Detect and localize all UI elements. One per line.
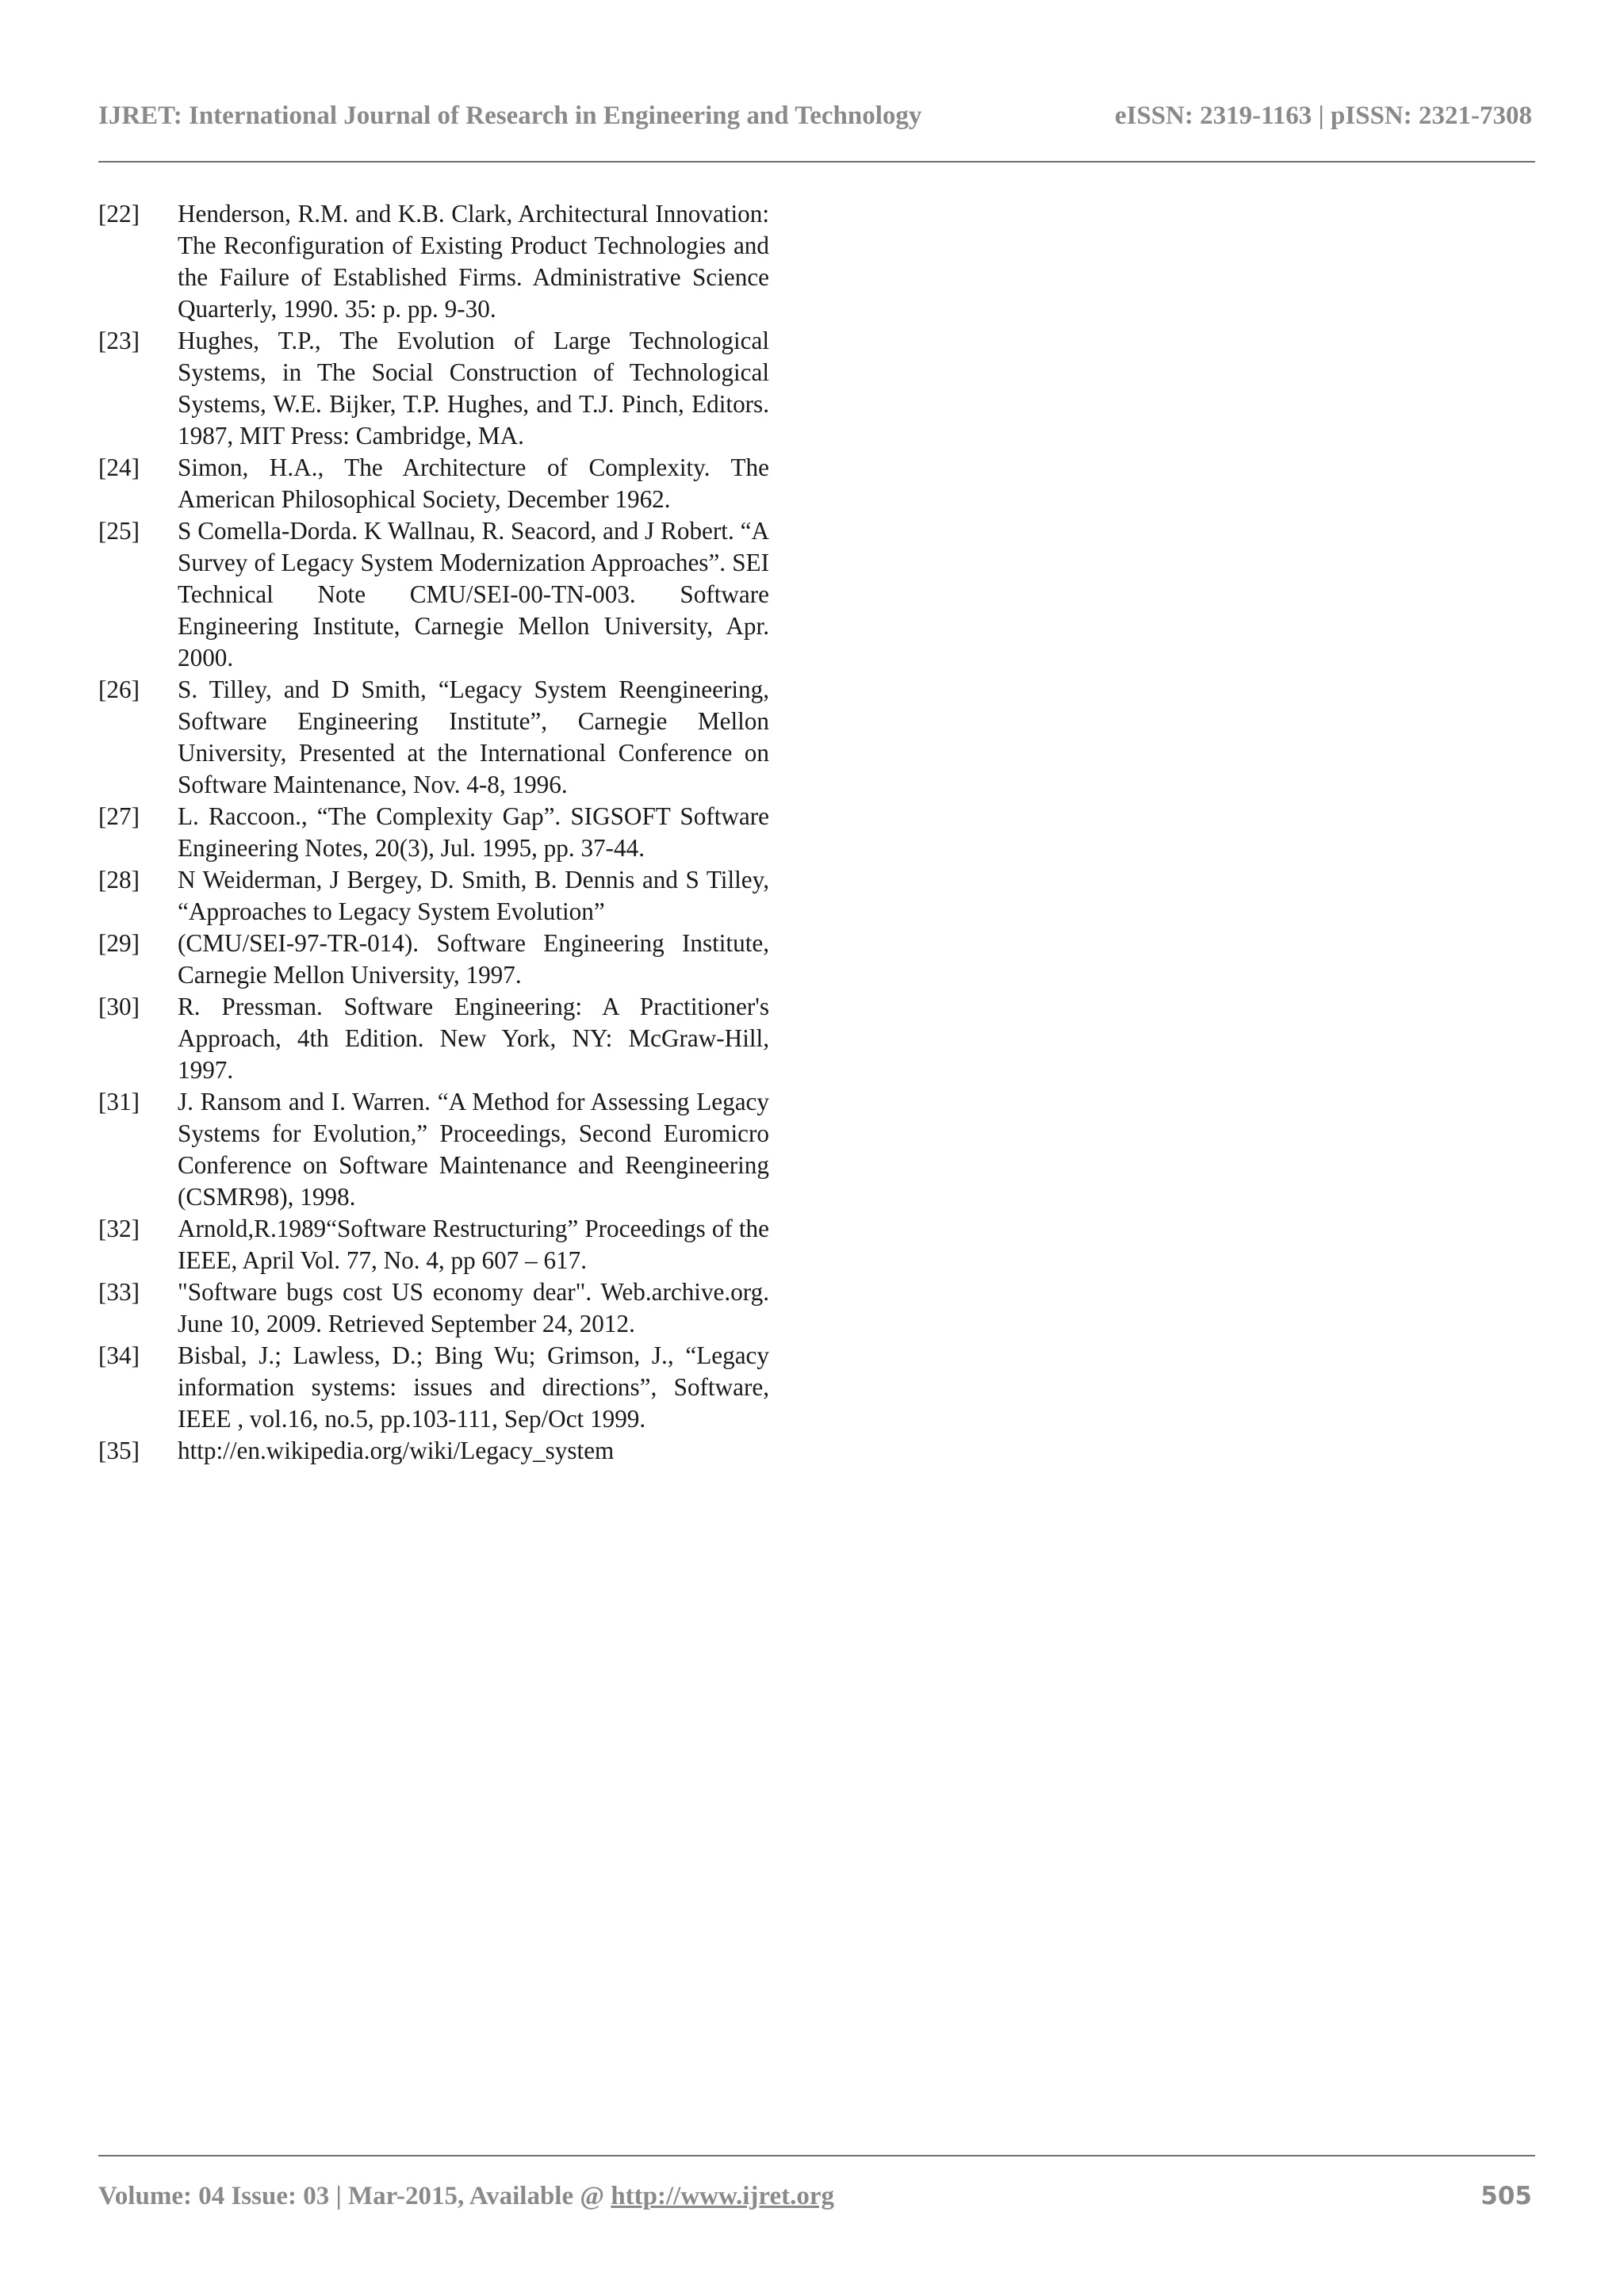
reference-number: [31]: [98, 1088, 140, 1115]
page-number: 505: [1480, 2182, 1532, 2210]
reference-number: [22]: [98, 200, 140, 228]
reference-text: S Comella-Dorda. K Wallnau, R. Seacord, and J Robert. “A Survey of Legacy System Modernization Approaches”. SEI Technical Note CMU/SEI-00-TN-003. Software Engineering Institute, Carnegie Mellon University, Apr. 2000.: [178, 517, 769, 672]
reference-number: [28]: [98, 866, 140, 894]
reference-text: Simon, H.A., The Architecture of Complexity. The American Philosophical Society, December 1962.: [178, 453, 769, 513]
reference-text: N Weiderman, J Bergey, D. Smith, B. Dennis and S Tilley, “Approaches to Legacy System Evolution”: [178, 866, 769, 925]
reference-item: [98, 674, 769, 801]
reference-text: http://en.wikipedia.org/wiki/Legacy_system: [178, 1437, 615, 1464]
reference-item: [98, 452, 769, 515]
reference-number: [32]: [98, 1215, 140, 1242]
page-footer: [98, 2177, 1532, 2215]
reference-number: [29]: [98, 929, 140, 957]
reference-number: [34]: [98, 1341, 140, 1369]
footer-divider: [98, 2155, 1535, 2156]
reference-number: [24]: [98, 453, 140, 481]
reference-number: [27]: [98, 802, 140, 830]
reference-item: [98, 1276, 769, 1340]
reference-number: [35]: [98, 1437, 140, 1464]
reference-number: [26]: [98, 675, 140, 703]
reference-text: "Software bugs cost US economy dear". Web.archive.org. June 10, 2009. Retrieved September 24, 2012.: [178, 1278, 769, 1337]
reference-item: [98, 1340, 769, 1435]
reference-number: [23]: [98, 327, 140, 354]
reference-text: (CMU/SEI-97-TR-014). Software Engineering Institute, Carnegie Mellon University, 1997.: [178, 929, 769, 989]
journal-link[interactable]: http://www.ijret.org: [611, 2181, 834, 2210]
reference-number: [30]: [98, 993, 140, 1020]
footer-volume-info: [98, 2182, 834, 2211]
reference-text: R. Pressman. Software Engineering: A Practitioner's Approach, 4th Edition. New York, NY: McGraw-Hill, 1997.: [178, 993, 769, 1084]
reference-item: [98, 864, 769, 928]
journal-title: IJRET: International Journal of Research in Engineering and Technology: [98, 101, 922, 130]
reference-list: [98, 198, 769, 1467]
reference-item: [98, 991, 769, 1086]
reference-item: [98, 1086, 769, 1213]
issn-text: eISSN: 2319-1163 | pISSN: 2321-7308: [1114, 101, 1532, 130]
reference-text: Bisbal, J.; Lawless, D.; Bing Wu; Grimson, J., “Legacy information systems: issues and directions”, Software, IEEE , vol.16, no.5, pp.103-111, Sep/Oct 1999.: [178, 1341, 769, 1433]
reference-text: L. Raccoon., “The Complexity Gap”. SIGSOFT Software Engineering Notes, 20(3), Jul. 1995, pp. 37-44.: [178, 802, 769, 862]
reference-item: [98, 928, 769, 991]
header-divider: [98, 161, 1535, 163]
reference-item: [98, 325, 769, 452]
reference-text: Henderson, R.M. and K.B. Clark, Architectural Innovation: The Reconfiguration of Existing Product Technologies and the Failure of Established Firms. Administrative Science Quarterly, 1990. 35: p. pp. 9-30.: [178, 200, 769, 323]
reference-text: Hughes, T.P., The Evolution of Large Technological Systems, in The Social Construction of Technological Systems, W.E. Bijker, T.P. Hughes, and T.J. Pinch, Editors. 1987, MIT Press: Cambridge, MA.: [178, 327, 769, 450]
reference-number: [33]: [98, 1278, 140, 1306]
volume-text: Volume: 04 Issue: 03 | Mar-2015, Available @: [98, 2181, 611, 2210]
page-header: [98, 97, 1532, 135]
reference-item: [98, 1213, 769, 1276]
reference-text: J. Ransom and I. Warren. “A Method for Assessing Legacy Systems for Evolution,” Proceedings, Second Euromicro Conference on Software Maintenance and Reengineering (CSMR98), 1998.: [178, 1088, 769, 1211]
reference-item: [98, 198, 769, 325]
reference-item: [98, 801, 769, 864]
reference-number: [25]: [98, 517, 140, 545]
reference-text: Arnold,R.1989“Software Restructuring” Proceedings of the IEEE, April Vol. 77, No. 4, pp 607 – 617.: [178, 1215, 769, 1274]
reference-item: [98, 515, 769, 674]
reference-text: S. Tilley, and D Smith, “Legacy System Reengineering, Software Engineering Institute”, Carnegie Mellon University, Presented at the International Conference on Software Maintenance, Nov. 4-8, 1996.: [178, 675, 769, 798]
reference-item: [98, 1435, 769, 1467]
